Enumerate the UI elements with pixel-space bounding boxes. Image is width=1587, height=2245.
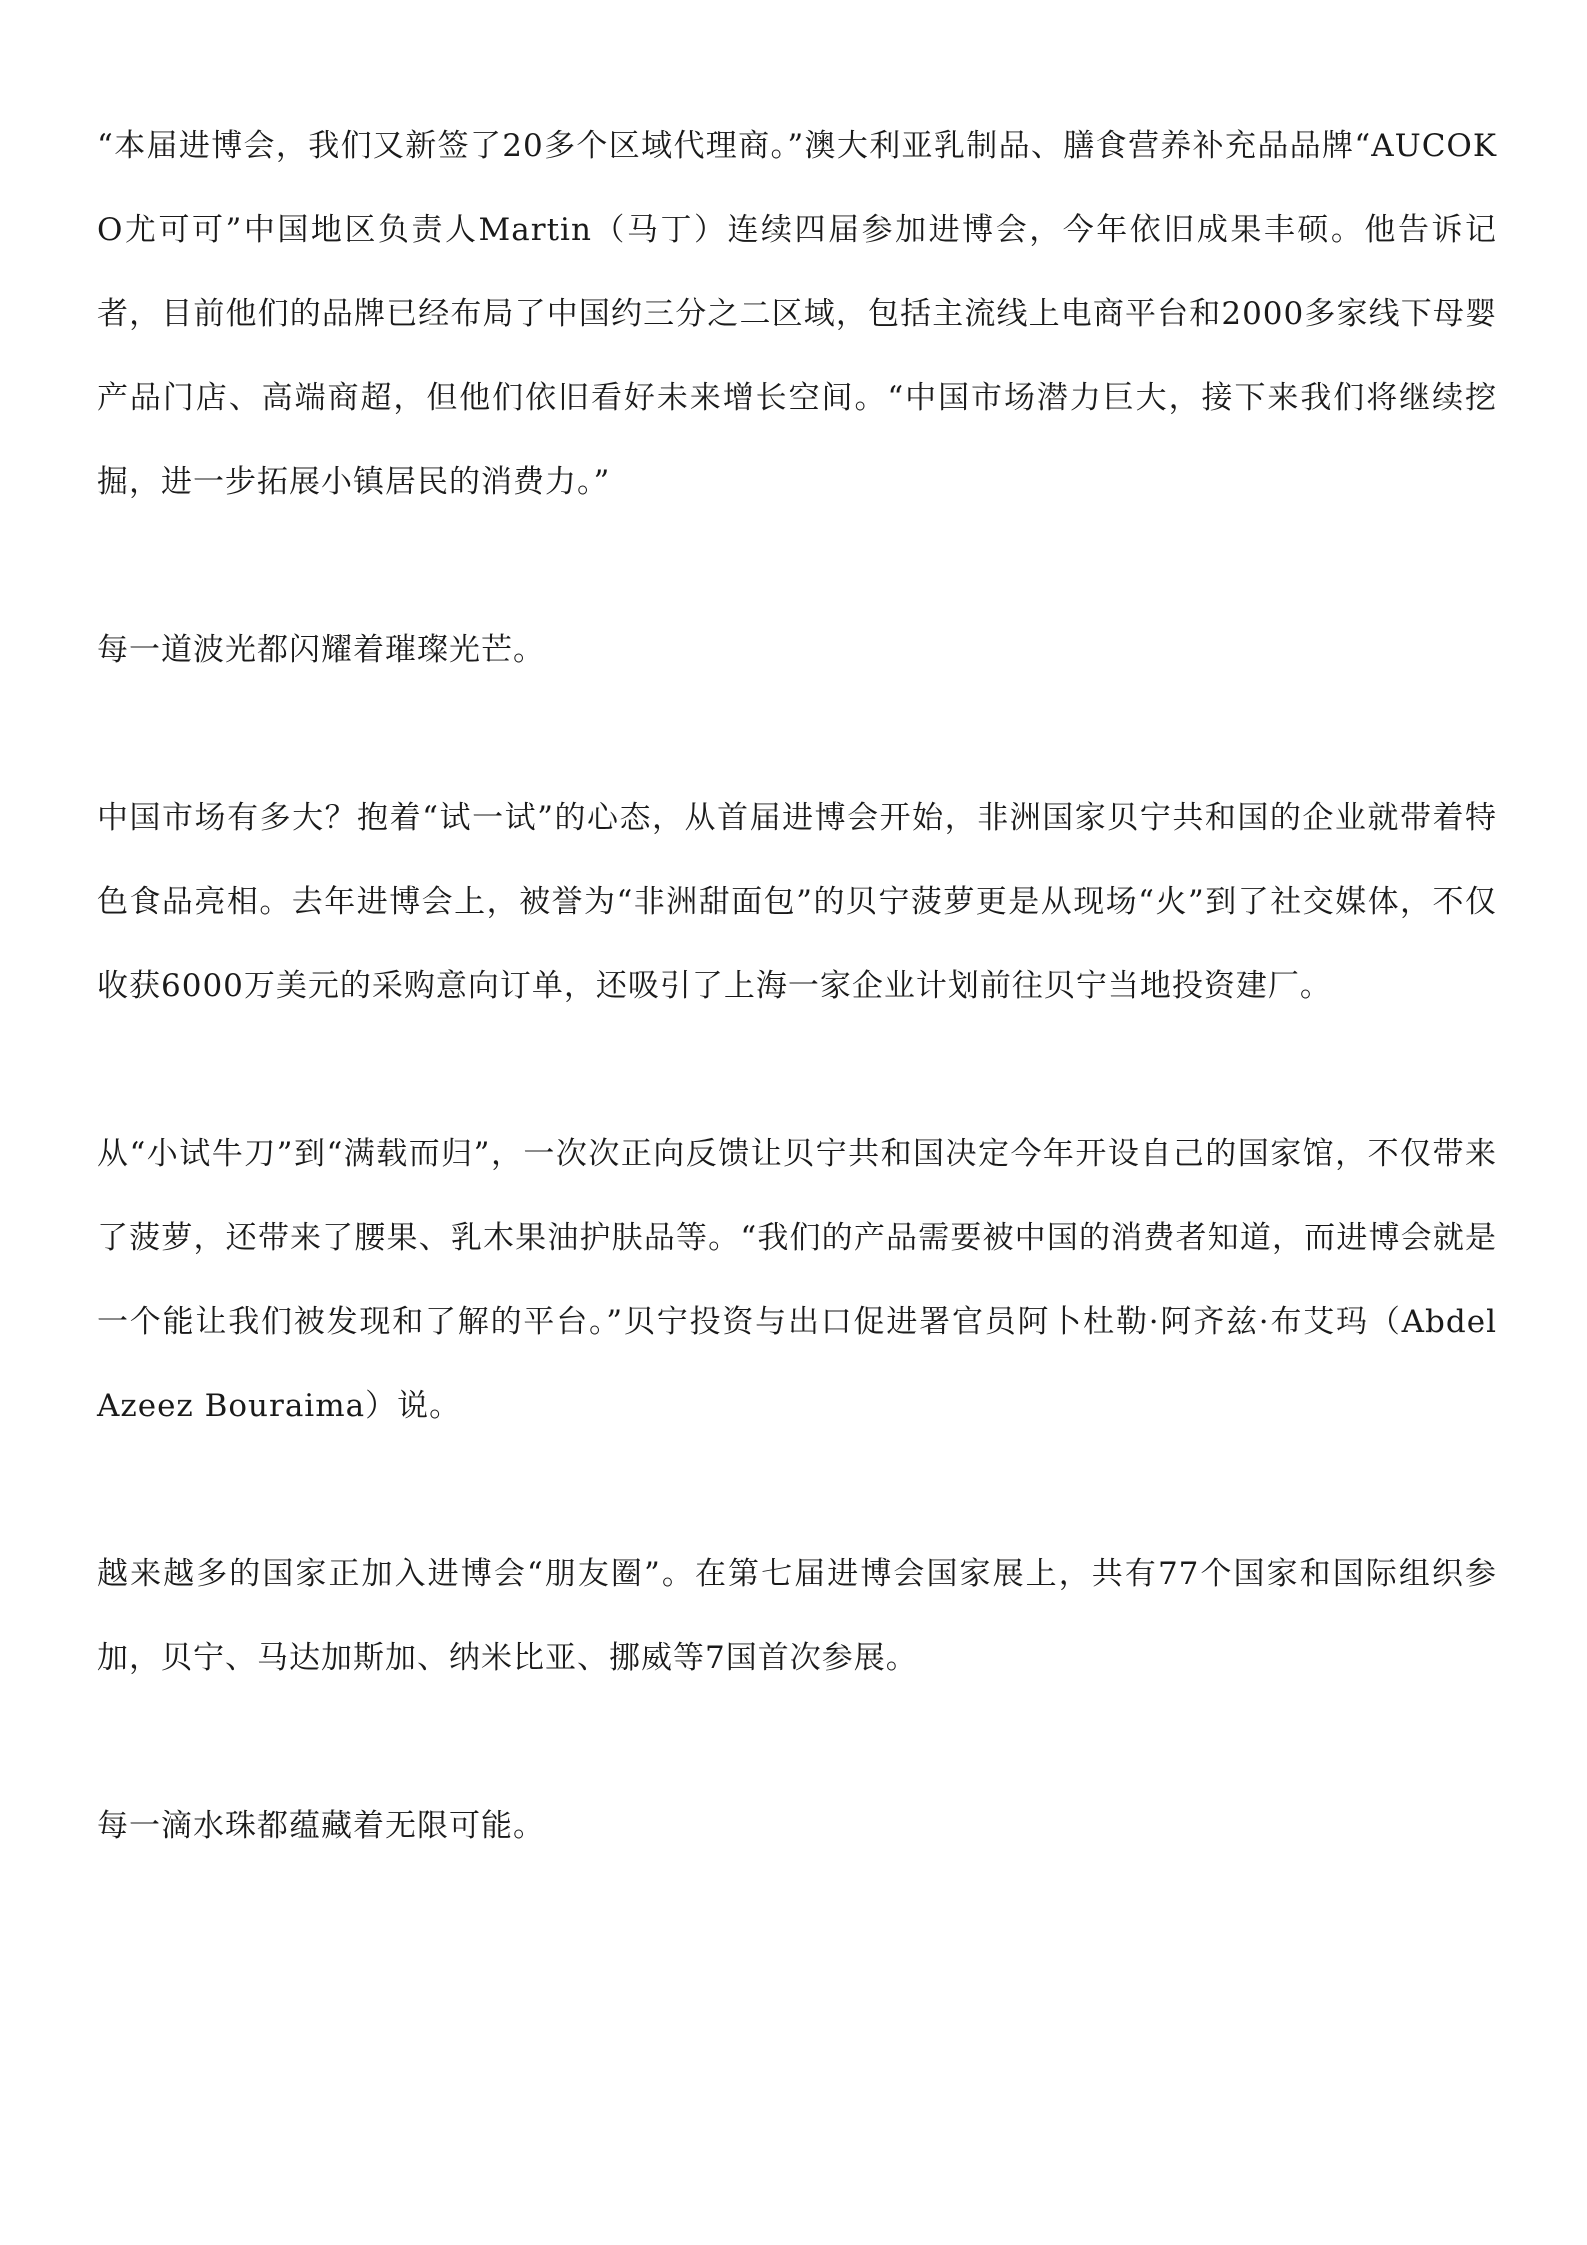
paragraph-country-exhibition: 越来越多的国家正加入进博会“朋友圈”。在第七届进博会国家展上，共有77个国家和国际组织参加，贝宁、马达加斯加、纳米比亚、挪威等7国首次参展。 xyxy=(97,1556,1497,1676)
paragraph-water-drop: 每一滴水珠都蕴藏着无限可能。 xyxy=(97,1808,545,1844)
paragraph-benin-market: 中国市场有多大？抱着“试一试”的心态，从首届进博会开始，非洲国家贝宁共和国的企业就带着特色食品亮相。去年进博会上，被誉为“非洲甜面包”的贝宁菠萝更是从现场“火”到了社交媒体，不仅收获6000万美元的采购意向订单，还吸引了上海一家企业计划前往贝宁当地投资建厂。 xyxy=(97,800,1497,1004)
paragraph-benin-pavilion: 从“小试牛刀”到“满载而归”，一次次正向反馈让贝宁共和国决定今年开设自己的国家馆，不仅带来了菠萝，还带来了腰果、乳木果油护肤品等。“我们的产品需要被中国的消费者知道，而进博会就是一个能让我们被发现和了解的平台。”贝宁投资与出口促进署官员阿卜杜勒·阿齐兹·布艾玛（Abdel Azeez Bouraima）说。 xyxy=(97,1136,1497,1424)
paragraph-wave-light: 每一道波光都闪耀着璀璨光芒。 xyxy=(97,632,545,668)
paragraph-aucoko: “本届进博会，我们又新签了20多个区域代理商。”澳大利亚乳制品、膳食营养补充品品牌“AUCOKO尤可可”中国地区负责人Martin（马丁）连续四届参加进博会，今年依旧成果丰硕。他告诉记者，目前他们的品牌已经布局了中国约三分之二区域，包括主流线上电商平台和2000多家线下母婴产品门店、高端商超，但他们依旧看好未来增长空间。“中国市场潜力巨大，接下来我们将继续挖掘，进一步拓展小镇居民的消费力。” xyxy=(97,128,1497,500)
article-body xyxy=(97,104,1497,1868)
